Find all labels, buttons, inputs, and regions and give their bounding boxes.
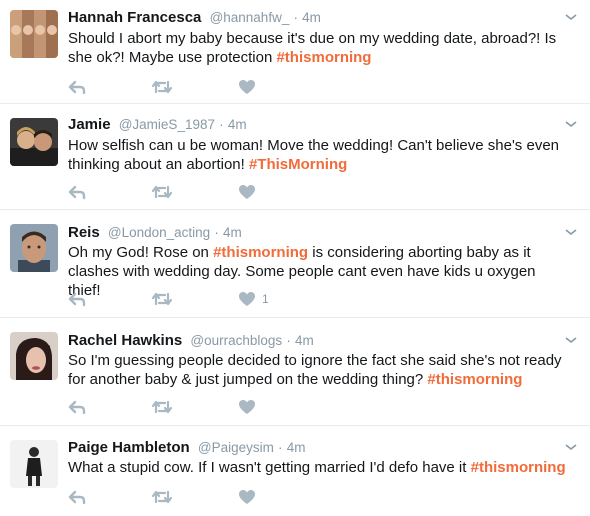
avatar[interactable] <box>10 440 58 488</box>
tweet-actions <box>68 399 328 417</box>
heart-icon <box>238 79 256 95</box>
hashtag-link[interactable]: #thismorning <box>470 459 566 476</box>
avatar[interactable] <box>10 10 58 58</box>
reply-icon <box>68 291 86 307</box>
retweet-button[interactable] <box>151 399 173 417</box>
user-handle[interactable]: @Paigeysim <box>197 440 274 455</box>
tweet-text-body: Oh my God! Rose on <box>68 244 214 261</box>
retweet-button[interactable] <box>151 489 173 507</box>
heart-icon <box>238 291 256 307</box>
avatar[interactable] <box>10 332 58 380</box>
retweet-icon <box>151 79 173 95</box>
separator-dot: · <box>293 10 298 25</box>
reply-button[interactable] <box>68 79 86 97</box>
timestamp[interactable]: 4m <box>302 10 321 25</box>
avatar[interactable] <box>10 118 58 166</box>
tweet-actions <box>68 79 328 97</box>
reply-icon <box>68 489 86 505</box>
timestamp[interactable]: 4m <box>223 225 242 240</box>
chevron-down-icon[interactable] <box>564 227 578 237</box>
user-handle[interactable]: @hannahfw_ <box>209 10 290 25</box>
reply-button[interactable] <box>68 489 86 507</box>
like-button[interactable] <box>238 489 256 507</box>
hashtag-link[interactable]: #thismorning <box>427 371 523 388</box>
reply-button[interactable] <box>68 291 86 309</box>
reply-icon <box>68 399 86 415</box>
chevron-down-icon[interactable] <box>564 442 578 452</box>
reply-button[interactable] <box>68 184 86 202</box>
like-button[interactable] <box>238 291 269 309</box>
hashtag-link[interactable]: #thismorning <box>276 49 372 66</box>
timestamp[interactable]: 4m <box>286 440 306 455</box>
retweet-button[interactable] <box>151 184 173 202</box>
hashtag-link[interactable]: #ThisMorning <box>248 156 348 173</box>
chevron-down-icon[interactable] <box>564 119 578 129</box>
tweet-text-after: is considering aborting baby as it clashes with wedding day. Some people cant even have kids u oxygen thief! <box>68 244 536 299</box>
tweet-actions <box>68 184 328 202</box>
tweet-text <box>68 351 568 389</box>
reply-button[interactable] <box>68 399 86 417</box>
heart-icon <box>238 489 256 505</box>
like-button[interactable] <box>238 79 256 97</box>
user-handle[interactable]: @JamieS_1987 <box>118 117 215 132</box>
tweet-text-body: What a stupid cow. If I wasn't getting married I'd defo have it <box>68 459 471 476</box>
separator-dot: · <box>278 440 283 455</box>
tweet[interactable] <box>0 426 590 516</box>
tweet[interactable] <box>0 318 590 426</box>
retweet-button[interactable] <box>151 291 173 309</box>
retweet-icon <box>151 184 173 200</box>
retweet-icon <box>151 399 173 415</box>
separator-dot: · <box>219 117 224 132</box>
display-name[interactable]: Paige Hambleton <box>68 439 190 456</box>
tweet[interactable] <box>0 210 590 318</box>
retweet-icon <box>151 291 173 307</box>
timestamp[interactable]: 4m <box>227 117 247 132</box>
heart-icon <box>238 399 256 415</box>
like-button[interactable] <box>238 399 256 417</box>
retweet-button[interactable] <box>151 79 173 97</box>
display-name[interactable]: Reis <box>68 224 100 241</box>
tweet-text-body: Should I abort my baby because it's due on my wedding date, abroad?! Is she ok?! Maybe use protection <box>68 30 557 66</box>
avatar[interactable] <box>10 224 58 272</box>
separator-dot: · <box>214 225 219 240</box>
reply-icon <box>68 79 86 95</box>
heart-icon <box>238 184 256 200</box>
reply-icon <box>68 184 86 200</box>
chevron-down-icon[interactable] <box>564 12 578 22</box>
display-name[interactable]: Rachel Hawkins <box>68 332 183 349</box>
separator-dot: · <box>286 333 291 348</box>
user-handle[interactable]: @ourrachblogs <box>190 333 283 348</box>
tweet-text <box>68 458 568 477</box>
tweet-text-body: How selfish can u be woman! Move the wedding! Can't believe she's even thinking about an abortion! <box>68 137 560 173</box>
tweet-actions <box>68 291 328 309</box>
timestamp[interactable]: 4m <box>295 333 314 348</box>
like-button[interactable] <box>238 184 256 202</box>
tweet[interactable] <box>0 104 590 210</box>
tweet-text-body: So I'm guessing people decided to ignore the fact she said she's not ready for another baby & just jumped on the wedding thing? <box>68 352 562 388</box>
display-name[interactable]: Jamie <box>68 116 111 133</box>
user-handle[interactable]: @London_acting <box>107 225 211 240</box>
tweet-text <box>68 136 568 174</box>
tweet[interactable] <box>0 0 590 104</box>
display-name[interactable]: Hannah Francesca <box>68 9 202 26</box>
retweet-icon <box>151 489 173 505</box>
like-count: 1 <box>262 292 269 306</box>
tweet-text <box>68 29 568 67</box>
hashtag-link[interactable]: #thismorning <box>213 244 309 261</box>
tweet-actions <box>68 489 328 507</box>
chevron-down-icon[interactable] <box>564 335 578 345</box>
